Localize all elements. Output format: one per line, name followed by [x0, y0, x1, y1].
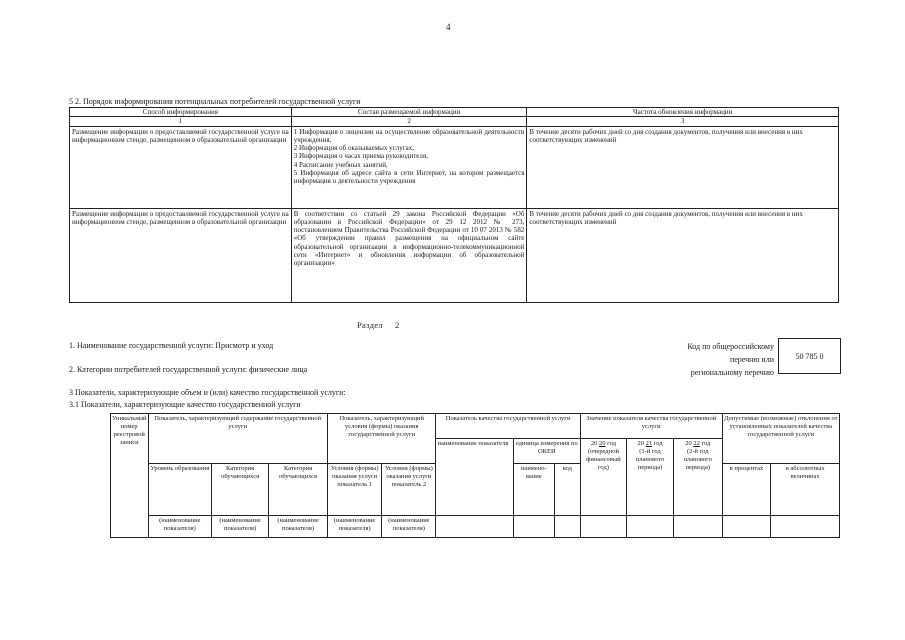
empty-cell: [627, 516, 674, 538]
informing-content: [291, 208, 527, 302]
informing-number-row: [70, 117, 839, 126]
empty-cell: [513, 516, 554, 538]
deviation-percent: в процентах: [722, 464, 771, 516]
code-label-line: региональному перечню: [690, 368, 774, 377]
informing-frequency: В течение десяти рабочих дней со дня создания документов, получения или внесения в них соответствующих изменений: [527, 126, 839, 208]
header-content: Состав размещаемой информации: [291, 108, 527, 117]
page-number: 4: [446, 22, 451, 32]
year-number: 21: [645, 440, 653, 447]
quality-indicators-table: [110, 413, 840, 538]
year-note: (очередной финансовый год): [586, 447, 621, 471]
section-heading: [357, 320, 400, 330]
empty-cell: [554, 516, 580, 538]
code-label-line: Код по общероссийскому: [687, 342, 774, 351]
table-row: [70, 208, 839, 302]
header-conditions-indicator: Показатель, характеризующий условия (формы) оказания государственной услуги: [327, 414, 436, 464]
informing-method: Размещение информации о предоставляемой государственной услуге на информационном стенде, размещенном в образовательной организации: [70, 126, 292, 208]
code-label-line: перечню или: [729, 355, 774, 364]
col-number-3: 3: [527, 117, 839, 126]
content-item: 3 Информация о часах приема руководителя,: [293, 152, 428, 161]
header-indicator-name: наименование показателя: [436, 439, 513, 516]
informing-header-row: [70, 108, 839, 117]
empty-cell: [436, 516, 513, 538]
naming-note: (наименование показателя): [212, 516, 269, 538]
empty-cell: [673, 516, 722, 538]
sub-content-3: Категория обучающихся: [269, 464, 328, 516]
informing-content: [291, 126, 527, 208]
table-row: [111, 516, 840, 538]
content-item: 2 Информация об оказываемых услугах,: [293, 144, 414, 152]
registry-code-box: [778, 338, 841, 374]
informing-table: [69, 107, 839, 303]
header-method: Способ информирования: [70, 108, 292, 117]
table-row: [70, 126, 839, 208]
header-unique-number: Уникальный номер реестровой записи: [111, 414, 149, 538]
section-5-2-title: 5 2. Порядок информирования потенциальных потребителей государственной услуги: [69, 97, 361, 106]
year-note: (2-й год планового периода): [683, 447, 712, 471]
informing-method: Размещение информации о предоставляемой государственной услуге на информационном стенде, размещенном в образовательной организации: [70, 208, 292, 302]
col-number-1: 1: [70, 117, 292, 126]
sub-conditions-2: Условия (формы) оказания услуги показатель 2: [382, 464, 436, 516]
naming-note: (наименование показателя): [269, 516, 328, 538]
deviation-absolute: в абсолютных величинах: [771, 464, 840, 516]
year-number: 20: [599, 440, 606, 447]
header-deviation: Допустимые (возможные) отклонения от установленных показателей качества государственной услуги: [722, 414, 839, 464]
year-suffix: год: [653, 440, 663, 447]
year-note: (1-й год планового периода): [635, 447, 665, 471]
naming-note: (наименование показателя): [382, 516, 436, 538]
year-number: 22: [693, 440, 700, 447]
content-item: В соответствии со статьей 29 закона Российской Федерации «Об образовании в Российской Федерации» от 29 12 2012 № 273, постановлением Правительства Российской Федерации от 10 07 2013 № 582 «Об утверждении правил размещения на официальном сайте образовательной организации в информационно-телекоммуникационной сети «Интернет» и обновления информации об образовательной организации»: [293, 209, 525, 267]
year-prefix: 20: [590, 440, 598, 447]
section-number: 2: [394, 320, 400, 330]
indicators-heading: 3 Показатели, характеризующие объем и (или) качество государственной услуги:: [69, 388, 346, 397]
year-prefix: 20: [685, 440, 692, 447]
section-label: Раздел: [357, 320, 383, 330]
content-item: 4 Расписание учебных занятий,: [293, 160, 388, 169]
code-label: [660, 340, 774, 379]
year-suffix: год: [607, 440, 616, 447]
header-quality-indicator: Показатель качества государственной услуги: [436, 414, 580, 439]
informing-frequency: В течение десяти рабочих дней со дня создания документов, получения или внесения в них соответствующих изменений: [527, 208, 839, 302]
sub-conditions-1: Условия (формы) оказания услуги показатель 1: [327, 464, 381, 516]
content-item: 1 Информация о лицензии на осуществление образовательной деятельности учреждения,: [293, 127, 525, 144]
table-row: [111, 414, 840, 439]
col-number-2: 2: [291, 117, 527, 126]
naming-note: (наименование показателя): [327, 516, 381, 538]
header-content-indicator: Показатель, характеризующий содержание государственной услуги: [148, 414, 327, 464]
consumer-category: 2. Категории потребителей государственной услуги: физические лица: [69, 365, 308, 374]
year-column: [673, 439, 722, 516]
sub-content-2: Категория обучающихся: [212, 464, 269, 516]
header-unit: единица измерения по ОКЕИ: [513, 439, 580, 464]
empty-cell: [722, 516, 771, 538]
quality-indicators-heading: 3.1 Показатели, характеризующие качество государственной услуги: [69, 400, 301, 409]
year-column: [627, 439, 674, 516]
unit-code: код: [554, 464, 580, 516]
service-name: 1. Наименование государственной услуги: Присмотр и уход: [69, 341, 274, 350]
year-suffix: год: [701, 440, 711, 447]
sub-content-1: Уровень образования: [148, 464, 212, 516]
empty-cell: [580, 516, 626, 538]
empty-cell: [771, 516, 840, 538]
header-quality-value: Значение показателя качества государственной услуги: [580, 414, 722, 439]
year-prefix: 20: [637, 440, 644, 447]
year-column: [580, 439, 626, 516]
naming-note: (наименование показателя): [148, 516, 212, 538]
unit-name: наимено-вание: [513, 464, 554, 516]
registry-code-value: 50 785 0: [795, 351, 824, 361]
header-frequency: Частота обновления информации: [527, 108, 839, 117]
content-item: 5 Информация об адресе сайта в сети Интернет, на котором размещается информация о деятельности учреждения: [293, 168, 525, 185]
